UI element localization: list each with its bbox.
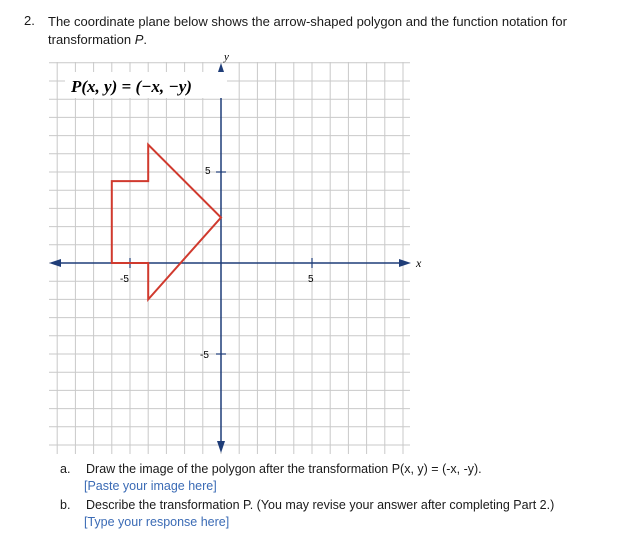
question-number: 2.	[24, 13, 35, 28]
question-text-end: .	[143, 32, 147, 47]
part-a-text: Draw the image of the polygon after the transformation P(x, y) = (-x, -y).	[86, 462, 482, 476]
part-b-text: Describe the transformation P. (You may revise your answer after completing Part 2.)	[86, 498, 555, 512]
paste-image-placeholder[interactable]: [Paste your image here]	[84, 479, 217, 493]
part-b-label: b.	[60, 498, 71, 512]
x-axis-label: x	[416, 256, 422, 270]
tick-label-x-neg: -5	[120, 274, 129, 285]
x-axis-arrow-left	[49, 259, 61, 267]
grid	[49, 62, 410, 454]
function-label: P(x, y) = (−x, −y)	[71, 77, 192, 96]
y-axis-arrow-down	[217, 441, 225, 453]
type-response-placeholder[interactable]: [Type your response here]	[84, 515, 230, 529]
x-axis-arrow-right	[399, 259, 411, 267]
part-a-label: a.	[60, 462, 71, 476]
question-text	[48, 13, 608, 49]
axes	[49, 63, 411, 453]
question-text-main: The coordinate plane below shows the arrow-shaped polygon and the function notation for transformation	[48, 14, 567, 47]
question-text-italic: P	[134, 32, 144, 47]
tick-label-x-pos: 5	[308, 274, 314, 285]
part-b	[60, 497, 630, 515]
part-a	[60, 461, 620, 479]
tick-label-y-neg: -5	[200, 350, 209, 361]
coordinate-plane	[40, 52, 422, 464]
tick-label-y-pos: 5	[205, 166, 211, 177]
y-axis-label: y	[224, 52, 229, 63]
